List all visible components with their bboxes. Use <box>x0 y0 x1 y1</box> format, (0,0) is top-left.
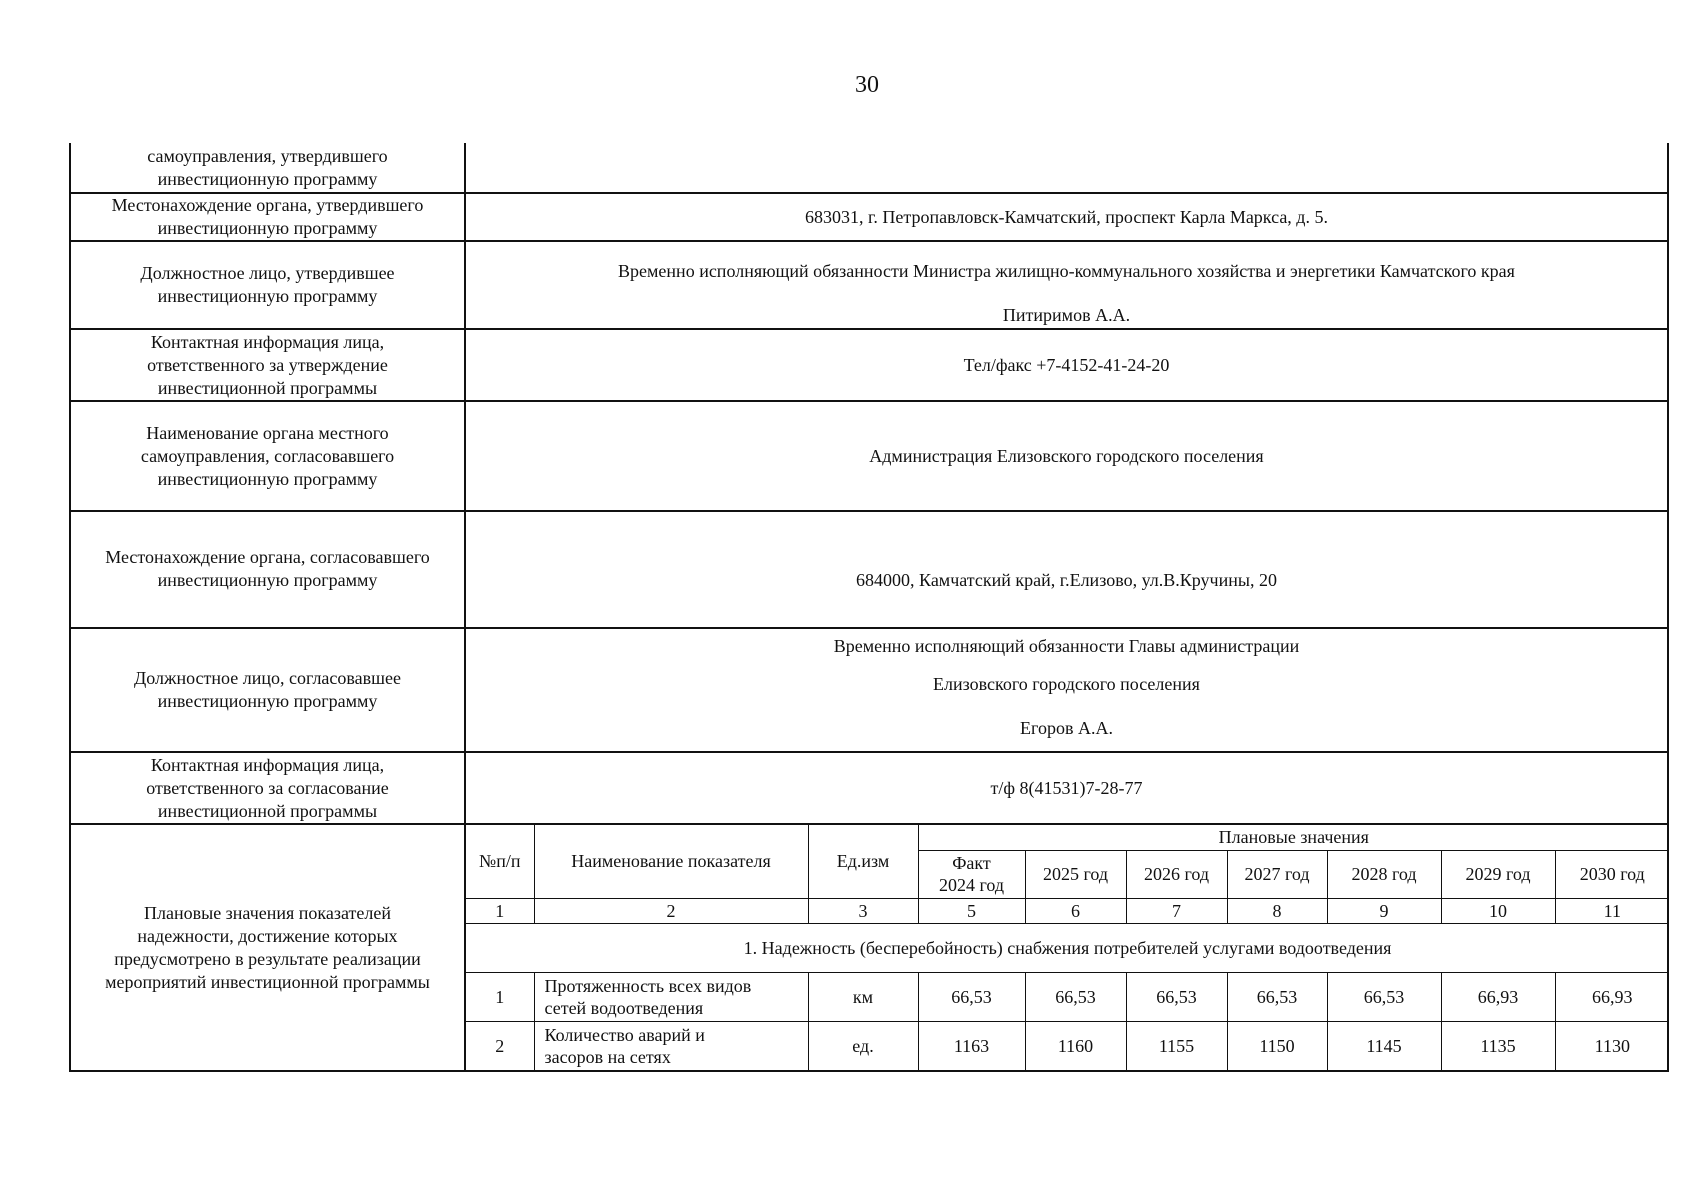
item-name: Протяженность всех видов сетей водоотведения <box>534 972 808 1021</box>
year-header: 2026 год <box>1126 850 1227 898</box>
row-value <box>465 143 1668 193</box>
fact-2024-header: Факт 2024 год <box>918 850 1025 898</box>
year-header: 2030 год <box>1555 850 1669 898</box>
planned-values-header: Плановые значения <box>918 825 1669 850</box>
page-number: 30 <box>855 72 879 98</box>
item-value: 66,53 <box>1025 972 1126 1021</box>
year-header: 2027 год <box>1227 850 1327 898</box>
row-label: Местонахождение органа, согласовавшего инвестиционную программу <box>70 511 465 628</box>
item-value: 1155 <box>1126 1021 1227 1070</box>
table-row <box>466 972 1669 1021</box>
column-numbers-row <box>466 898 1669 923</box>
column-number: 6 <box>1025 898 1126 923</box>
column-number: 11 <box>1555 898 1669 923</box>
item-value: 66,93 <box>1555 972 1669 1021</box>
column-number: 2 <box>534 898 808 923</box>
column-number: 7 <box>1126 898 1227 923</box>
item-value: 1135 <box>1441 1021 1555 1070</box>
row-approver-official <box>70 241 1668 329</box>
row-label: Контактная информация лица, ответственного за утверждение инвестиционной программы <box>70 329 465 401</box>
item-value: 66,53 <box>1227 972 1327 1021</box>
year-header: 2025 год <box>1025 850 1126 898</box>
indicators-header-row <box>466 825 1669 850</box>
row-agreeing-authority <box>70 401 1668 511</box>
item-num: 1 <box>466 972 534 1021</box>
item-unit: км <box>808 972 918 1021</box>
section-title: 1. Надежность (бесперебойность) снабжения потребителей услугами водоотведения <box>466 923 1669 972</box>
col-unit-header: Ед.изм <box>808 825 918 898</box>
item-value: 66,93 <box>1441 972 1555 1021</box>
row-agreeing-location <box>70 511 1668 628</box>
item-unit: ед. <box>808 1021 918 1070</box>
item-value: 66,53 <box>1126 972 1227 1021</box>
item-num: 2 <box>466 1021 534 1070</box>
column-number: 10 <box>1441 898 1555 923</box>
row-indicators <box>70 824 1668 1071</box>
column-number: 3 <box>808 898 918 923</box>
row-value: Администрация Елизовского городского поселения <box>465 401 1668 511</box>
row-value: Временно исполняющий обязанности Главы администрации Елизовского городского поселения Егоров А.А. <box>465 628 1668 752</box>
col-name-header: Наименование показателя <box>534 825 808 898</box>
section-title-row <box>466 923 1669 972</box>
indicators-cell <box>465 824 1668 1071</box>
table-row <box>466 1021 1669 1070</box>
column-number: 9 <box>1327 898 1441 923</box>
item-value: 1130 <box>1555 1021 1669 1070</box>
row-value: Тел/факс +7-4152-41-24-20 <box>465 329 1668 401</box>
row-label: Местонахождение органа, утвердившего инвестиционную программу <box>70 193 465 241</box>
row-value: т/ф 8(41531)7-28-77 <box>465 752 1668 824</box>
row-approver-contact <box>70 329 1668 401</box>
item-value: 1145 <box>1327 1021 1441 1070</box>
item-value: 1150 <box>1227 1021 1327 1070</box>
row-label: Должностное лицо, согласовавшее инвестиционную программу <box>70 628 465 752</box>
item-value: 66,53 <box>918 972 1025 1021</box>
item-value: 66,53 <box>1327 972 1441 1021</box>
column-number: 1 <box>466 898 534 923</box>
year-header: 2029 год <box>1441 850 1555 898</box>
item-value: 1160 <box>1025 1021 1126 1070</box>
item-name: Количество аварий и засоров на сетях <box>534 1021 808 1070</box>
item-value: 1163 <box>918 1021 1025 1070</box>
row-approver-authority <box>70 143 1668 193</box>
column-number: 5 <box>918 898 1025 923</box>
row-label: Контактная информация лица, ответственного за согласование инвестиционной программы <box>70 752 465 824</box>
year-header: 2028 год <box>1327 850 1441 898</box>
col-num-header: №п/п <box>466 825 534 898</box>
row-value: Временно исполняющий обязанности Министра жилищно-коммунального хозяйства и энергетики Камчатского края Питиримов А.А. <box>465 241 1668 329</box>
indicators-table <box>466 825 1669 1070</box>
column-number: 8 <box>1227 898 1327 923</box>
row-label: самоуправления, утвердившего инвестиционную программу <box>70 143 465 193</box>
row-agreeing-official <box>70 628 1668 752</box>
row-approver-location <box>70 193 1668 241</box>
row-label: Наименование органа местного самоуправления, согласовавшего инвестиционную программу <box>70 401 465 511</box>
row-agreeing-contact <box>70 752 1668 824</box>
row-label: Должностное лицо, утвердившее инвестиционную программу <box>70 241 465 329</box>
row-label: Плановые значения показателей надежности, достижение которых предусмотрено в результате реализации мероприятий инвестиционной программы <box>70 824 465 1071</box>
passport-table <box>69 143 1669 1072</box>
row-value: 684000, Камчатский край, г.Елизово, ул.В.Кручины, 20 <box>465 511 1668 628</box>
row-value: 683031, г. Петропавловск-Камчатский, проспект Карла Маркса, д. 5. <box>465 193 1668 241</box>
